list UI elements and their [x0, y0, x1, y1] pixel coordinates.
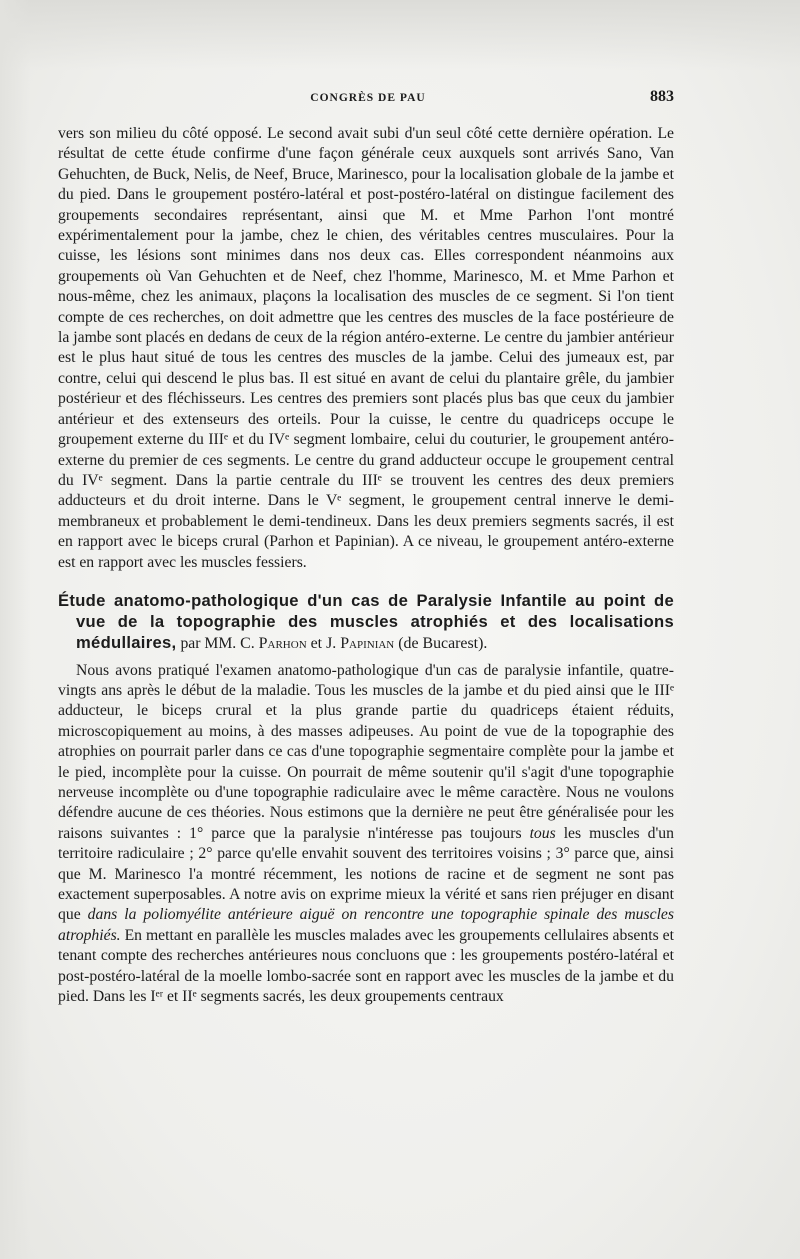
body-emphasis-tous: tous — [529, 824, 556, 842]
scan-shadow-left — [0, 0, 30, 1259]
body-part-1: Nous avons pratiqué l'examen anatomo-pathologique d'un cas de paralysie infantile, quatre-vingts ans après le début de la maladie. Tous les muscles de la jambe et du pied ainsi que le IIIᵉ adducteur, le biceps crural et la plus grande partie du quadriceps étaient réduits, microscopiquement au moins, à des masses adipeuses. Au point de vue de la topographie des atrophies on pourrait parler dans ce cas d'une topographie segmentaire complète pour la jambe et le pied, incomplète pour la cuisse. On pourrait de même soutenir qu'il s'agit d'une topographie nerveuse incomplète ou d'une topographie radiculaire avec le même caractère. Nous ne voulons défendre aucune de ces théories. Nous estimons que la dernière ne peut être généralisée pour les raisons suivantes : 1° parce que la paralysie n'intéresse pas toujours — [58, 661, 674, 842]
page-number: 883 — [650, 88, 674, 105]
article-heading — [58, 591, 674, 655]
body-part-2: les muscles d'un territoire radiculaire ; 2° parce qu'elle envahit souvent des territoires voisins ; 3° parce que, ainsi que M. Marinesco l'a montré récemment, les notions de racine et de segment ne sont pas exactement superposables. A notre avis on exprime mieux la vérité et sans rien préjuger en disant que — [58, 824, 674, 924]
body-part-3: En mettant en parallèle les muscles malades avec les groupements cellulaires absents et tenant compte des recherches antérieures nous concluons que : les groupements postéro-latéral et post-postéro-latéral de la moelle lombo-sacrée sont en rapport avec les muscles de la jambe et du pied. Dans les Iᵉʳ et IIᵉ segments sacrés, les deux groupements centraux — [58, 926, 674, 1006]
running-head: CONGRÈS DE PAU — [310, 92, 426, 104]
scan-shadow-top — [0, 0, 800, 70]
body-text — [58, 124, 674, 1007]
article-title: Étude anatomo-pathologique d'un cas de Paralysie Infantile au point de vue de la topographie des muscles atrophiés et des localisations médullaires, — [58, 590, 674, 653]
authors-prefix: par MM. — [180, 635, 241, 653]
article-body-paragraph — [58, 661, 674, 1008]
affiliation: (de Bucarest). — [394, 635, 488, 653]
continuation-paragraph: vers son milieu du côté opposé. Le second avait subi d'un seul côté cette dernière opération. Le résultat de cette étude confirme d'une façon générale ceux auxquels sont arrivés Sano, Van Gehuchten, de Buck, Nelis, de Neef, Bruce, Marinesco, pour la localisation globale de la jambe et du pied. Dans le groupement postéro-latéral et post-postéro-latéral on distingue facilement des groupements secondaires représentant, ainsi que M. et Mme Parhon l'ont montré expérimentalement pour la jambe, chez le chien, des véritables centres musculaires. Pour la cuisse, les lésions sont minimes dans nos deux cas. Elles correspondent néanmoins aux groupements où Van Gehuchten et de Neef, chez l'homme, Marinesco, M. et Mme Parhon et nous-même, chez les animaux, plaçons la localisation des muscles de ce segment. Si l'on tient compte de ces recherches, on doit admettre que les centres des muscles de la face postérieure de la jambe sont placés en dedans de ceux de la région antéro-externe. Le centre du jambier antérieur est le plus haut situé de tous les centres des muscles de la jambe. Celui des jumeaux est, par contre, celui qui descend le plus bas. Il est situé en avant de celui du plantaire grêle, du jambier postérieur et des fléchisseurs. Les centres des premiers sont placés plus bas que ceux du jambier antérieur et des extenseurs des orteils. Pour la cuisse, le centre du quadriceps occupe le groupement externe du IIIᵉ et du IVᵉ segment lombaire, celui du couturier, le groupement antéro-externe du premier de ces segments. Le centre du grand adducteur occupe le groupement central du IVᵉ segment. Dans la partie centrale du IIIᵉ se trouvent les centres des deux premiers adducteurs et du droit interne. Dans le Vᵉ segment, le groupement central innerve le demi-membraneux et probablement le demi-tendineux. Dans les deux premiers segments sacrés, il est en rapport avec le biceps crural (Parhon et Papinian). A ce niveau, le groupement antéro-externe est en rapport avec les muscles fessiers. — [58, 125, 674, 571]
body-emphasis-conclusion: dans la poliomyélite antérieure aiguë on rencontre une topographie spinale des muscles atrophiés. — [58, 906, 674, 944]
author-papinian: J. Papinian — [326, 635, 395, 653]
author-parhon: C. Parhon — [240, 635, 307, 653]
authors-and: et — [306, 635, 327, 653]
